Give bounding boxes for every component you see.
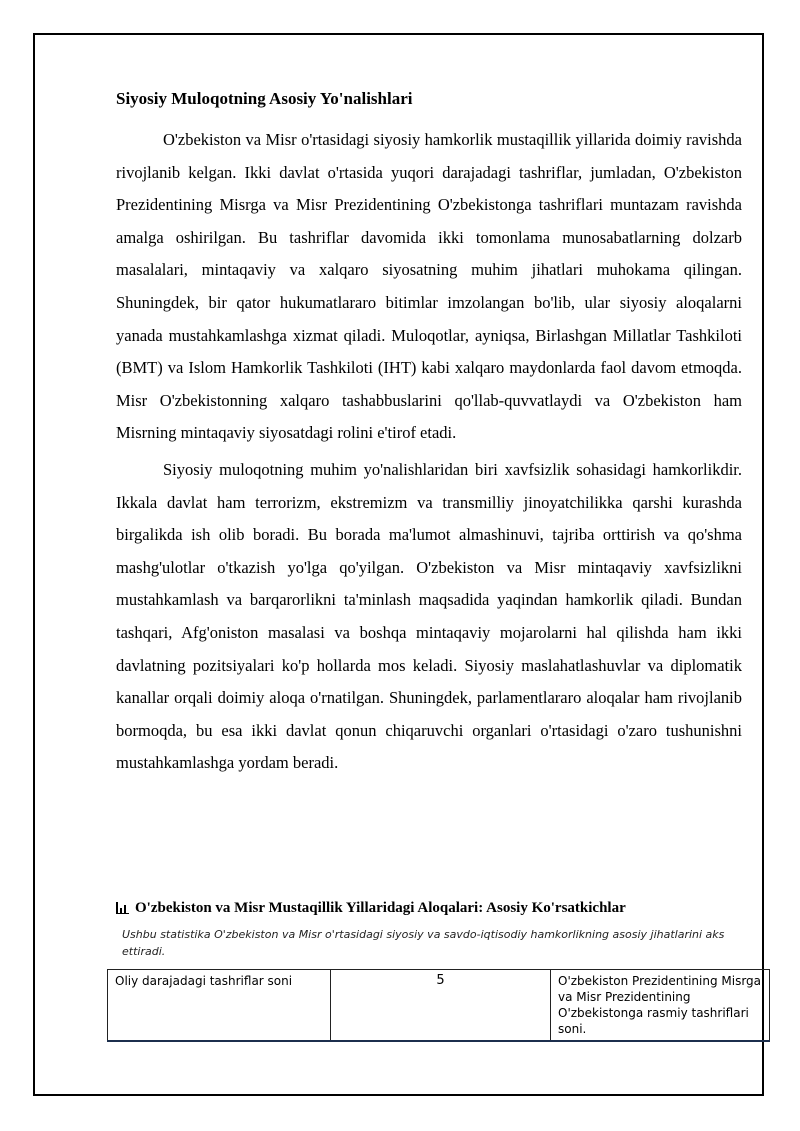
- section-heading: Siyosiy Muloqotning Asosiy Yo'nalishlari: [116, 89, 413, 108]
- statistics-section: [116, 898, 742, 960]
- paragraph-political-cooperation: O'zbekiston va Misr o'rtasidagi siyosiy hamkorlik mustaqillik yillarida doimiy ravishda rivojlanib kelgan. Ikki davlat o'rtasida yuqori darajadagi tashriflar, jumladan, O'zbekiston Prezidentining Misrga va Misr Prezidentining O'zbekistonga tashriflari muntazam ravishda amalga oshirilgan. Bu tashriflar davomida ikki tomonlama munosabatlarning dolzarb masalalari, mintaqaviy va xalqaro siyosatning muhim jihatlari muhokama qilingan. Shuningdek, bir qator hukumatlararo bitimlar imzolangan bo'lib, ular siyosiy aloqalarni yanada mustahkamlashga xizmat qiladi. Muloqotlar, ayniqsa, Birlashgan Millatlar Tashkiloti (BMT) va Islom Hamkorlik Tashkiloti (IHT) kabi xalqaro maydonlarda faol davom etmoqda. Misr O'zbekistonning xalqaro tashabbuslarini qo'llab-quvvatlaydi va O'zbekiston ham Misrning mintaqaviy siyosatdagi rolini e'tirof etadi.: [116, 130, 742, 443]
- paragraph-security-cooperation: Siyosiy muloqotning muhim yo'nalishlaridan biri xavfsizlik sohasidagi hamkorlikdir. Ikkala davlat ham terrorizm, ekstremizm va transmilliy jinoyatchilikka qarshi kurashda birgalikda ish olib boradi. Bu borada ma'lumot almashinuvi, tajriba orttirish va qo'shma mashg'ulotlar o'tkazish yo'lga qo'yilgan. O'zbekiston va Misr mintaqaviy xavfsizlikni mustahkamlash va barqarorlikni ta'minlash maqsadida yaqindan hamkorlik qiladi. Bundan tashqari, Afg'oniston masalasi va boshqa mintaqaviy mojarolarni hal qilishda ham ikki davlatning pozitsiyalari ko'p hollarda mos keladi. Siyosiy maslahatlashuvlar va diplomatik kanallar orqali doimiy aloqa o'rnatilgan. Shuningdek, parlamentlararo aloqalar ham rivojlanib bormoqda, bu esa ikki davlat qonun chiqaruvchi organlari o'rtasidagi o'zaro tushunishni mustahkamlashga yordam beradi.: [116, 459, 742, 773]
- table-cell-metric: Oliy darajadagi tashriflar soni: [108, 970, 331, 1042]
- table-cell-value: 5: [331, 970, 551, 1042]
- table-row: [108, 970, 770, 1042]
- statistics-heading: [116, 898, 742, 918]
- statistics-title: O'zbekiston va Misr Mustaqillik Yillaridagi Aloqalari: Asosiy Ko'rsatkichlar: [135, 899, 626, 916]
- statistics-description: Ushbu statistika O'zbekiston va Misr o'rtasidagi siyosiy va savdo-iqtisodiy hamkorlikning asosiy jihatlarini aks ettiradi.: [122, 928, 725, 958]
- document-body: [116, 84, 742, 780]
- bar-chart-icon: [116, 902, 129, 914]
- table-cell-description: O'zbekiston Prezidentining Misrga va Misr Prezidentining O'zbekistonga rasmiy tashriflari soni.: [551, 970, 770, 1042]
- statistics-table: [107, 969, 770, 1042]
